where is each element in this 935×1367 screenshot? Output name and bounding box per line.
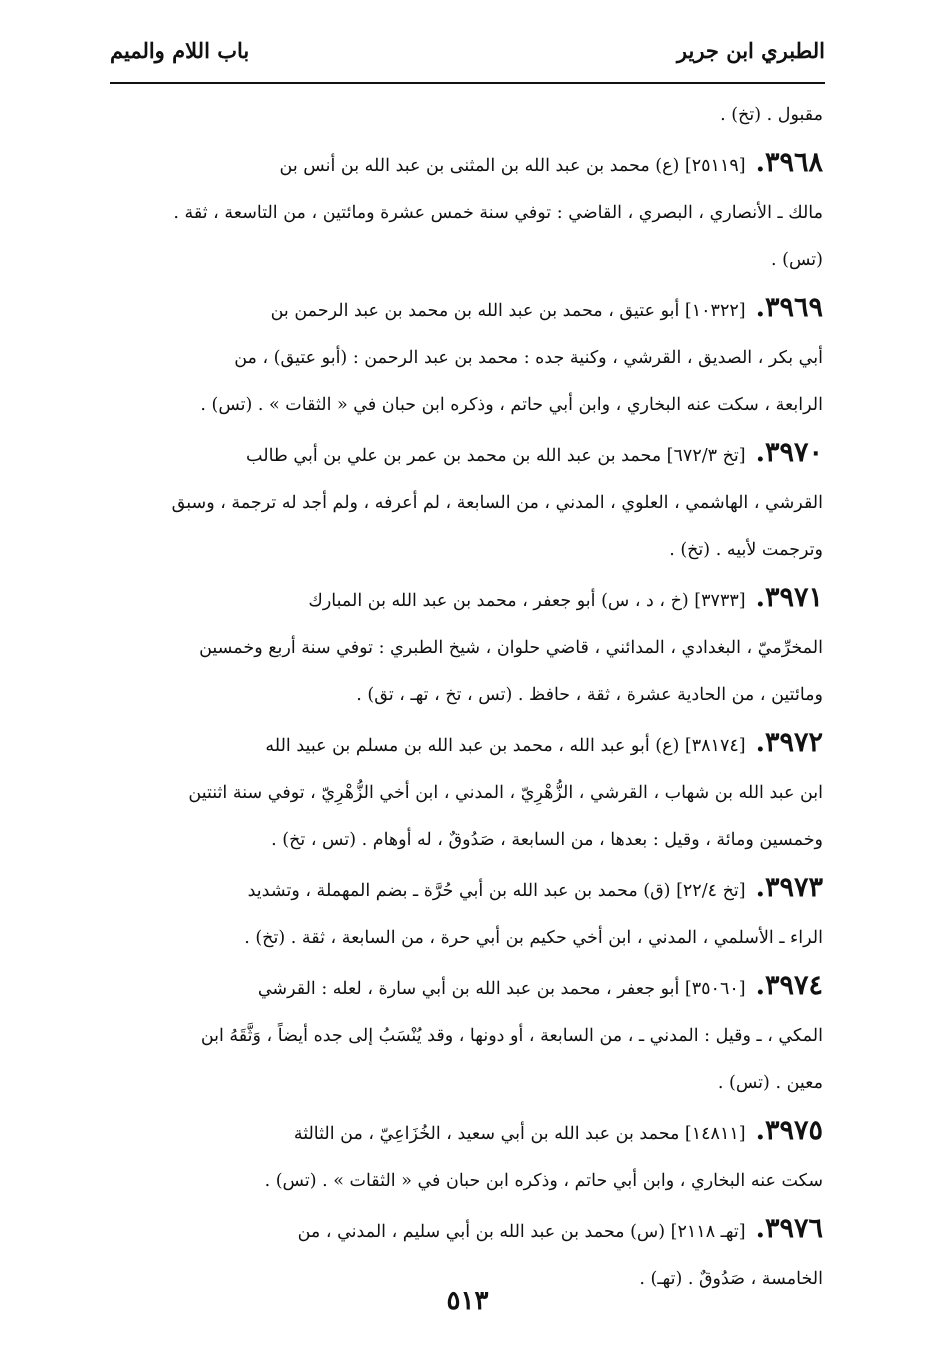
entry-line [112, 1060, 823, 1107]
biography-entry [112, 574, 823, 719]
entry-line [112, 284, 823, 335]
entry-line [112, 1205, 823, 1256]
continued-text-line: مقبول . (تخ) . [720, 105, 823, 125]
biography-entry [112, 1107, 823, 1205]
entry-number: ٣٩٦٩. [755, 292, 823, 323]
biography-entry [112, 139, 823, 284]
entry-line [112, 1013, 823, 1060]
entry-text: [٣٧٣٣] (خ ، د ، س) أبو جعفر ، محمد بن عبد الله بن المبارك [308, 591, 746, 611]
entry-text: ومائتين ، من الحادية عشرة ، ثقة ، حافظ . (تس ، تخ ، تهـ ، تق) . [356, 685, 823, 705]
entry-number: ٣٩٧٠. [755, 437, 823, 468]
entry-line [112, 915, 823, 962]
entry-line [112, 770, 823, 817]
entry-text: [تخ ٢٢/٤] (ق) محمد بن عبد الله بن أبي حُرَّة ـ بضم المهملة ، وتشديد [247, 881, 746, 901]
entry-text: [١٤٨١١] محمد بن عبد الله بن أبي سعيد ، الخُزَاعِيّ ، من الثالثة [293, 1124, 746, 1144]
header-divider [110, 82, 825, 84]
running-header [110, 32, 825, 72]
entry-text: [٣٨١٧٤] (ع) أبو عبد الله ، محمد بن عبد الله بن مسلم بن عبيد الله [265, 736, 746, 756]
entry-line [112, 480, 823, 527]
entry-text: (تس) . [771, 250, 823, 270]
chapter-title: باب اللام والميم [110, 38, 250, 63]
entry-line [112, 190, 823, 237]
entry-line [112, 574, 823, 625]
entry-line [112, 429, 823, 480]
page-number: ٥١٣ [446, 1286, 489, 1316]
entry-line [112, 672, 823, 719]
entry-line [112, 864, 823, 915]
entry-text: وترجمت لأبيه . (تخ) . [669, 540, 823, 560]
biography-entry [112, 719, 823, 864]
entry-text: الخامسة ، صَدُوقٌ . (تهـ) . [639, 1269, 823, 1289]
entry-line [112, 1158, 823, 1205]
entry-number: ٣٩٧٣. [755, 872, 823, 903]
entry-text: [١٠٣٢٢] أبو عتيق ، محمد بن عبد الله بن محمد بن عبد الرحمن بن [270, 301, 746, 321]
entry-text: أبي بكر ، الصديق ، القرشي ، وكنية جده : محمد بن عبد الرحمن : (أبو عتيق) ، من [234, 348, 823, 368]
entry-number: ٣٩٧٢. [755, 727, 823, 758]
entry-line [112, 719, 823, 770]
biography-entry [112, 284, 823, 429]
entry-line [112, 139, 823, 190]
entry-line [112, 817, 823, 864]
entry-line [112, 962, 823, 1013]
entry-text: الرابعة ، سكت عنه البخاري ، وابن أبي حاتم ، وذكره ابن حبان في « الثقات » . (تس) . [200, 395, 823, 415]
entry-text: المخرِّميّ ، البغدادي ، المدائني ، قاضي حلوان ، شيخ الطبري : توفي سنة أربع وخمسين [199, 638, 823, 658]
entry-text: [تهـ ٢١١٨] (س) محمد بن عبد الله بن أبي سليم ، المدني ، من [297, 1222, 746, 1242]
entry-number: ٣٩٧٥. [755, 1115, 823, 1146]
biography-entry [112, 962, 823, 1107]
entry-text: وخمسين ومائة ، وقيل : بعدها ، من السابعة ، صَدُوقٌ ، له أوهام . (تس ، تخ) . [271, 830, 823, 850]
entries-list [112, 139, 823, 1303]
entry-text: المكي ، ـ وقيل : المدني ـ ، من السابعة ، أو دونها ، وقد يُنْسَبُ إلى جده أيضاً ، وَثَّقَهُ ابن [200, 1026, 823, 1046]
entry-number: ٣٩٦٨. [755, 147, 823, 178]
entry-text: القرشي ، الهاشمي ، العلوي ، المدني ، من السابعة ، لم أعرفه ، ولم أجد له ترجمة ، وسبق [171, 493, 823, 513]
entry-text: ابن عبد الله بن شهاب ، القرشي ، الزُّهْرِيّ ، المدني ، ابن أخي الزُّهْرِيّ ، توفي سنة اثنتين [188, 783, 823, 803]
entry-line [112, 1107, 823, 1158]
entry-line [112, 625, 823, 672]
entry-line [112, 527, 823, 574]
entry-text: سكت عنه البخاري ، وابن أبي حاتم ، وذكره ابن حبان في « الثقات » . (تس) . [264, 1171, 823, 1191]
book-title: الطبري ابن جرير [676, 38, 825, 63]
biography-entry [112, 864, 823, 962]
entry-number: ٣٩٧٤. [755, 970, 823, 1001]
entry-text: مالك ـ الأنصاري ، البصري ، القاضي : توفي سنة خمس عشرة ومائتين ، من التاسعة ، ثقة . [173, 203, 823, 223]
entry-text: [٢٥١١٩] (ع) محمد بن عبد الله بن المثنى بن عبد الله بن أنس بن [279, 156, 746, 176]
entry-number: ٣٩٧٦. [755, 1213, 823, 1244]
biography-entry [112, 429, 823, 574]
entry-line [112, 382, 823, 429]
page-body [112, 92, 823, 1303]
entry-text: معين . (تس) . [717, 1073, 823, 1093]
entry-text: الراء ـ الأسلمي ، المدني ، ابن أخي حكيم بن أبي حرة ، من السابعة ، ثقة . (تخ) . [244, 928, 823, 948]
entry-text: [تخ ٦٧٢/٣] محمد بن عبد الله بن محمد بن عمر بن علي بن أبي طالب [246, 446, 746, 466]
entry-line [112, 237, 823, 284]
entry-text: [٣٥٠٦٠] أبو جعفر ، محمد بن عبد الله بن أبي سارة ، لعله : القرشي [257, 979, 746, 999]
entry-line [112, 335, 823, 382]
entry-number: ٣٩٧١. [755, 582, 823, 613]
